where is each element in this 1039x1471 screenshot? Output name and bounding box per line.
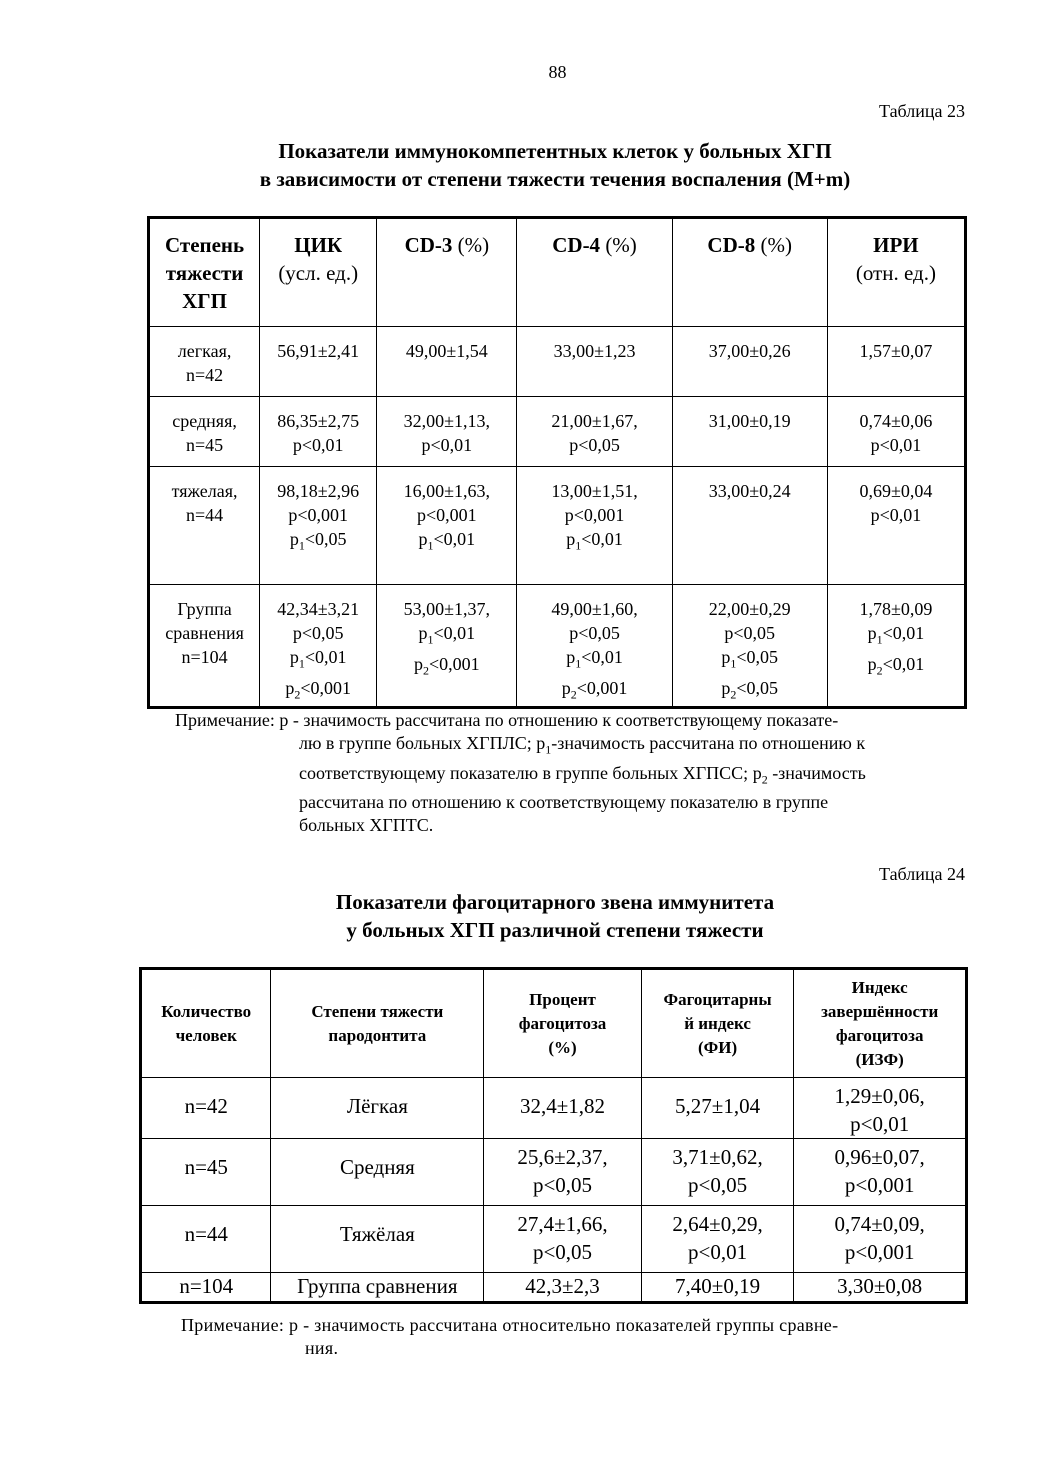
cell-line: 25,6±2,37,: [517, 1145, 608, 1169]
cell-line: n=42: [185, 365, 224, 385]
table-23: [147, 216, 967, 709]
cell-line: p<0,05: [688, 1173, 748, 1197]
cell-line: $p_2<0,01$: [867, 653, 925, 678]
cell-line: $p_1<0,05$: [721, 647, 779, 671]
cd8-cell: [672, 467, 827, 585]
header-cd4: [517, 218, 672, 327]
header-line: Фагоцитарны: [663, 989, 772, 1009]
cell-line: средняя,: [172, 411, 237, 431]
cell-line: 49,00±1,54: [405, 341, 488, 361]
table-24: [139, 967, 968, 1304]
header-cd3-unit: (%): [457, 233, 490, 257]
note-line: соответствующему показателю в группе больных ХГПСС; $р_2$ -значимость: [299, 762, 866, 787]
cell-line: $p_2<0,001$: [561, 677, 628, 702]
cell-line: p<0,05: [569, 623, 620, 643]
cd3-cell: [377, 467, 517, 585]
iri-cell: [827, 397, 965, 467]
header-line: фагоцитоза: [518, 1013, 607, 1033]
cell-line: сравнения: [165, 623, 244, 643]
completion-index-cell: [794, 1273, 967, 1303]
cell-line: 49,00±1,60,: [551, 599, 638, 619]
header-line: человек: [175, 1025, 237, 1045]
table-row: [141, 1139, 967, 1206]
phagocytic-index-cell: [641, 1078, 794, 1139]
table-23-title-line1: Показатели иммунокомпетентных клеток у больных ХГП: [278, 139, 832, 163]
cell-line: 33,00±1,23: [553, 341, 636, 361]
header-severity: [149, 218, 260, 327]
cell-line: n=104: [181, 647, 228, 667]
header-cd8-label: CD-8: [707, 233, 756, 257]
count-cell: [141, 1206, 271, 1273]
cik-cell: [260, 467, 377, 585]
cell-line: 1,57±0,07: [859, 341, 933, 361]
cell-line: Группа сравнения: [297, 1274, 458, 1298]
header-phagocytosis-percent: [484, 969, 642, 1078]
cell-line: n=44: [185, 505, 224, 525]
cell-line: $p_1<0,01$: [418, 529, 476, 553]
phagocytosis-percent-cell: [484, 1206, 642, 1273]
cell-line: p<0,01: [421, 435, 473, 455]
table-24-header-row: [141, 969, 967, 1078]
phagocytic-index-cell: [641, 1139, 794, 1206]
table-24-title-line1: Показатели фагоцитарного звена иммунитета: [335, 890, 775, 914]
cell-line: $p_1<0,01$: [867, 623, 925, 647]
cell-line: p<0,05: [532, 1240, 593, 1264]
cell-line: p<0,01: [688, 1240, 748, 1264]
header-cik-unit: (усл. ед.): [278, 261, 359, 285]
table-row: [141, 1206, 967, 1273]
count-cell: [141, 1273, 271, 1303]
cell-line: p<0,01: [292, 435, 344, 455]
note-line: рассчитана по отношению к соответствующему показателю в группе: [299, 792, 829, 813]
header-iri-label: ИРИ: [873, 233, 919, 257]
iri-cell: [827, 467, 965, 585]
cell-line: p<0,01: [870, 505, 922, 525]
cell-line: 0,74±0,09,: [834, 1212, 925, 1236]
cell-line: 33,00±0,24: [708, 481, 791, 501]
iri-cell: [827, 327, 965, 397]
table-23-header-row: [149, 218, 966, 327]
cell-line: $p_1<0,01$: [566, 647, 623, 671]
header-cik-label: ЦИК: [294, 233, 343, 257]
note-line: р - значимость рассчитана относительно показателей группы сравне-: [288, 1315, 839, 1335]
cell-line: 56,91±2,41: [277, 341, 360, 361]
header-line: Процент: [529, 989, 596, 1009]
table-24-note: [181, 1314, 941, 1360]
cell-line: $p_1<0,01$: [566, 529, 623, 553]
table-row: [149, 585, 966, 708]
header-line: пародонтита: [328, 1025, 427, 1045]
cd8-cell: [672, 585, 827, 708]
cell-line: n=45: [185, 435, 224, 455]
cell-line: $p_2<0,001$: [414, 653, 480, 678]
cik-cell: [260, 397, 377, 467]
cell-line: p<0,01: [850, 1112, 910, 1136]
cell-line: p<0,01: [870, 435, 922, 455]
iri-cell: [827, 585, 965, 708]
header-phagocytic-index: [641, 969, 794, 1078]
header-line: (ФИ): [697, 1037, 738, 1057]
cell-line: $p_2<0,001$: [285, 677, 352, 702]
cell-line: 0,74±0,06: [859, 411, 933, 431]
group-cell: [149, 397, 260, 467]
cell-line: легкая,: [177, 341, 232, 361]
cell-line: p<0,001: [564, 505, 625, 525]
cell-line: 98,18±2,96: [277, 481, 360, 501]
cell-line: p<0,05: [569, 435, 620, 455]
header-cd4-label: CD-4: [552, 233, 601, 257]
cell-line: 37,00±0,26: [708, 341, 791, 361]
cd8-cell: [672, 397, 827, 467]
cd3-cell: [377, 585, 517, 708]
note-label: Примечание:: [175, 710, 275, 730]
cell-line: n=44: [184, 1222, 228, 1246]
table-23-label: Таблица 23: [879, 101, 965, 121]
table-23-title: [0, 137, 1039, 193]
cd3-cell: [377, 327, 517, 397]
header-severity-line3: ХГП: [182, 289, 227, 313]
table-row: [149, 467, 966, 585]
completion-index-cell: [794, 1078, 967, 1139]
cell-line: 1,29±0,06,: [834, 1084, 925, 1108]
completion-index-cell: [794, 1206, 967, 1273]
header-cd8: [672, 218, 827, 327]
table-23-note: [175, 709, 975, 837]
cell-line: 27,4±1,66,: [517, 1212, 608, 1236]
note-line: ния.: [305, 1338, 339, 1358]
cell-line: 21,00±1,67,: [551, 411, 638, 431]
note-line: лю в группе больных ХГПЛС; $р_1$-значимость рассчитана по отношению к: [299, 733, 866, 757]
phagocytosis-percent-cell: [484, 1139, 642, 1206]
table-row: [141, 1078, 967, 1139]
phagocytosis-percent-cell: [484, 1078, 642, 1139]
phagocytic-index-cell: [641, 1206, 794, 1273]
cell-line: n=42: [184, 1094, 228, 1118]
header-count: [141, 969, 271, 1078]
cell-line: 2,64±0,29,: [672, 1212, 763, 1236]
header-cd3-label: CD-3: [404, 233, 453, 257]
cell-line: n=104: [179, 1274, 234, 1298]
severity-cell: [271, 1078, 484, 1139]
table-24-label: Таблица 24: [879, 864, 965, 884]
header-line: Индекс: [851, 977, 908, 997]
header-completion-index: [794, 969, 967, 1078]
severity-cell: [271, 1206, 484, 1273]
cell-line: Тяжёлая: [339, 1222, 415, 1246]
header-severity-line1: Степень: [164, 233, 245, 257]
header-severity-degree: [271, 969, 484, 1078]
table-24-title-line2: у больных ХГП различной степени тяжести: [346, 918, 764, 942]
header-cd4-unit: (%): [605, 233, 637, 257]
header-line: завершённости: [821, 1001, 939, 1021]
cell-line: $p_1<0,01$: [418, 623, 476, 647]
cell-line: тяжелая,: [171, 481, 238, 501]
cell-line: p<0,001: [844, 1173, 915, 1197]
cik-cell: [260, 327, 377, 397]
page-number: 88: [548, 62, 567, 82]
cd4-cell: [517, 327, 672, 397]
cell-line: Группа: [177, 599, 232, 619]
cell-line: p<0,05: [724, 623, 776, 643]
cell-line: Средняя: [339, 1155, 415, 1179]
cell-line: p<0,001: [417, 505, 477, 525]
header-line: й индекс: [684, 1013, 751, 1033]
cd4-cell: [517, 467, 672, 585]
group-cell: [149, 327, 260, 397]
cell-line: 32,00±1,13,: [403, 411, 491, 431]
cell-line: 22,00±0,29: [708, 599, 791, 619]
header-cik: [260, 218, 377, 327]
cik-cell: [260, 585, 377, 708]
cell-line: p<0,05: [292, 623, 344, 643]
cell-line: Лёгкая: [346, 1094, 408, 1118]
cell-line: $p_1<0,05$: [289, 529, 347, 553]
cd3-cell: [377, 397, 517, 467]
header-iri-unit: (отн. ед.): [855, 261, 936, 285]
severity-cell: [271, 1273, 484, 1303]
table-row: [141, 1273, 967, 1303]
cell-line: 0,96±0,07,: [834, 1145, 925, 1169]
note-line: р - значимость рассчитана по отношению к соответствующему показате-: [279, 710, 839, 730]
header-line: Количество: [161, 1001, 252, 1021]
cell-line: 0,69±0,04: [859, 481, 933, 501]
cell-line: 53,00±1,37,: [403, 599, 491, 619]
cell-line: $p_1<0,01$: [289, 647, 347, 671]
group-cell: [149, 467, 260, 585]
phagocytosis-percent-cell: [484, 1273, 642, 1303]
count-cell: [141, 1139, 271, 1206]
cell-line: $p_2<0,05$: [721, 677, 779, 702]
header-iri: [827, 218, 965, 327]
table-row: [149, 397, 966, 467]
group-cell: [149, 585, 260, 708]
cell-line: 31,00±0,19: [708, 411, 791, 431]
cell-line: p<0,001: [844, 1240, 915, 1264]
cell-line: 1,78±0,09: [859, 599, 933, 619]
cell-line: 32,4±1,82: [520, 1094, 606, 1118]
count-cell: [141, 1078, 271, 1139]
cell-line: 42,34±3,21: [277, 599, 360, 619]
phagocytic-index-cell: [641, 1273, 794, 1303]
cell-line: 86,35±2,75: [277, 411, 360, 431]
note-label: Примечание:: [181, 1315, 285, 1335]
cell-line: 5,27±1,04: [675, 1094, 761, 1118]
cell-line: p<0,05: [532, 1173, 593, 1197]
cell-line: 13,00±1,51,: [551, 481, 638, 501]
cell-line: 3,30±0,08: [837, 1274, 923, 1298]
header-cd3: [377, 218, 517, 327]
cell-line: p<0,001: [288, 505, 349, 525]
table-row: [149, 327, 966, 397]
header-line: (ИЗФ): [855, 1049, 904, 1069]
table-24-title: [0, 888, 1039, 944]
severity-cell: [271, 1139, 484, 1206]
cd8-cell: [672, 327, 827, 397]
cell-line: 3,71±0,62,: [672, 1145, 763, 1169]
cd4-cell: [517, 585, 672, 708]
header-line: Степени тяжести: [311, 1001, 444, 1021]
header-cd8-unit: (%): [760, 233, 792, 257]
completion-index-cell: [794, 1139, 967, 1206]
cd4-cell: [517, 397, 672, 467]
cell-line: n=45: [184, 1155, 228, 1179]
table-23-title-line2: в зависимости от степени тяжести течения воспаления (М+m): [259, 167, 851, 191]
header-severity-line2: тяжести: [165, 261, 244, 285]
header-line: (%): [548, 1037, 577, 1057]
cell-line: 42,3±2,3: [525, 1274, 600, 1298]
cell-line: 7,40±0,19: [675, 1274, 761, 1298]
cell-line: 16,00±1,63,: [403, 481, 491, 501]
header-line: фагоцитоза: [835, 1025, 924, 1045]
note-line: больных ХГПТС.: [299, 815, 434, 836]
